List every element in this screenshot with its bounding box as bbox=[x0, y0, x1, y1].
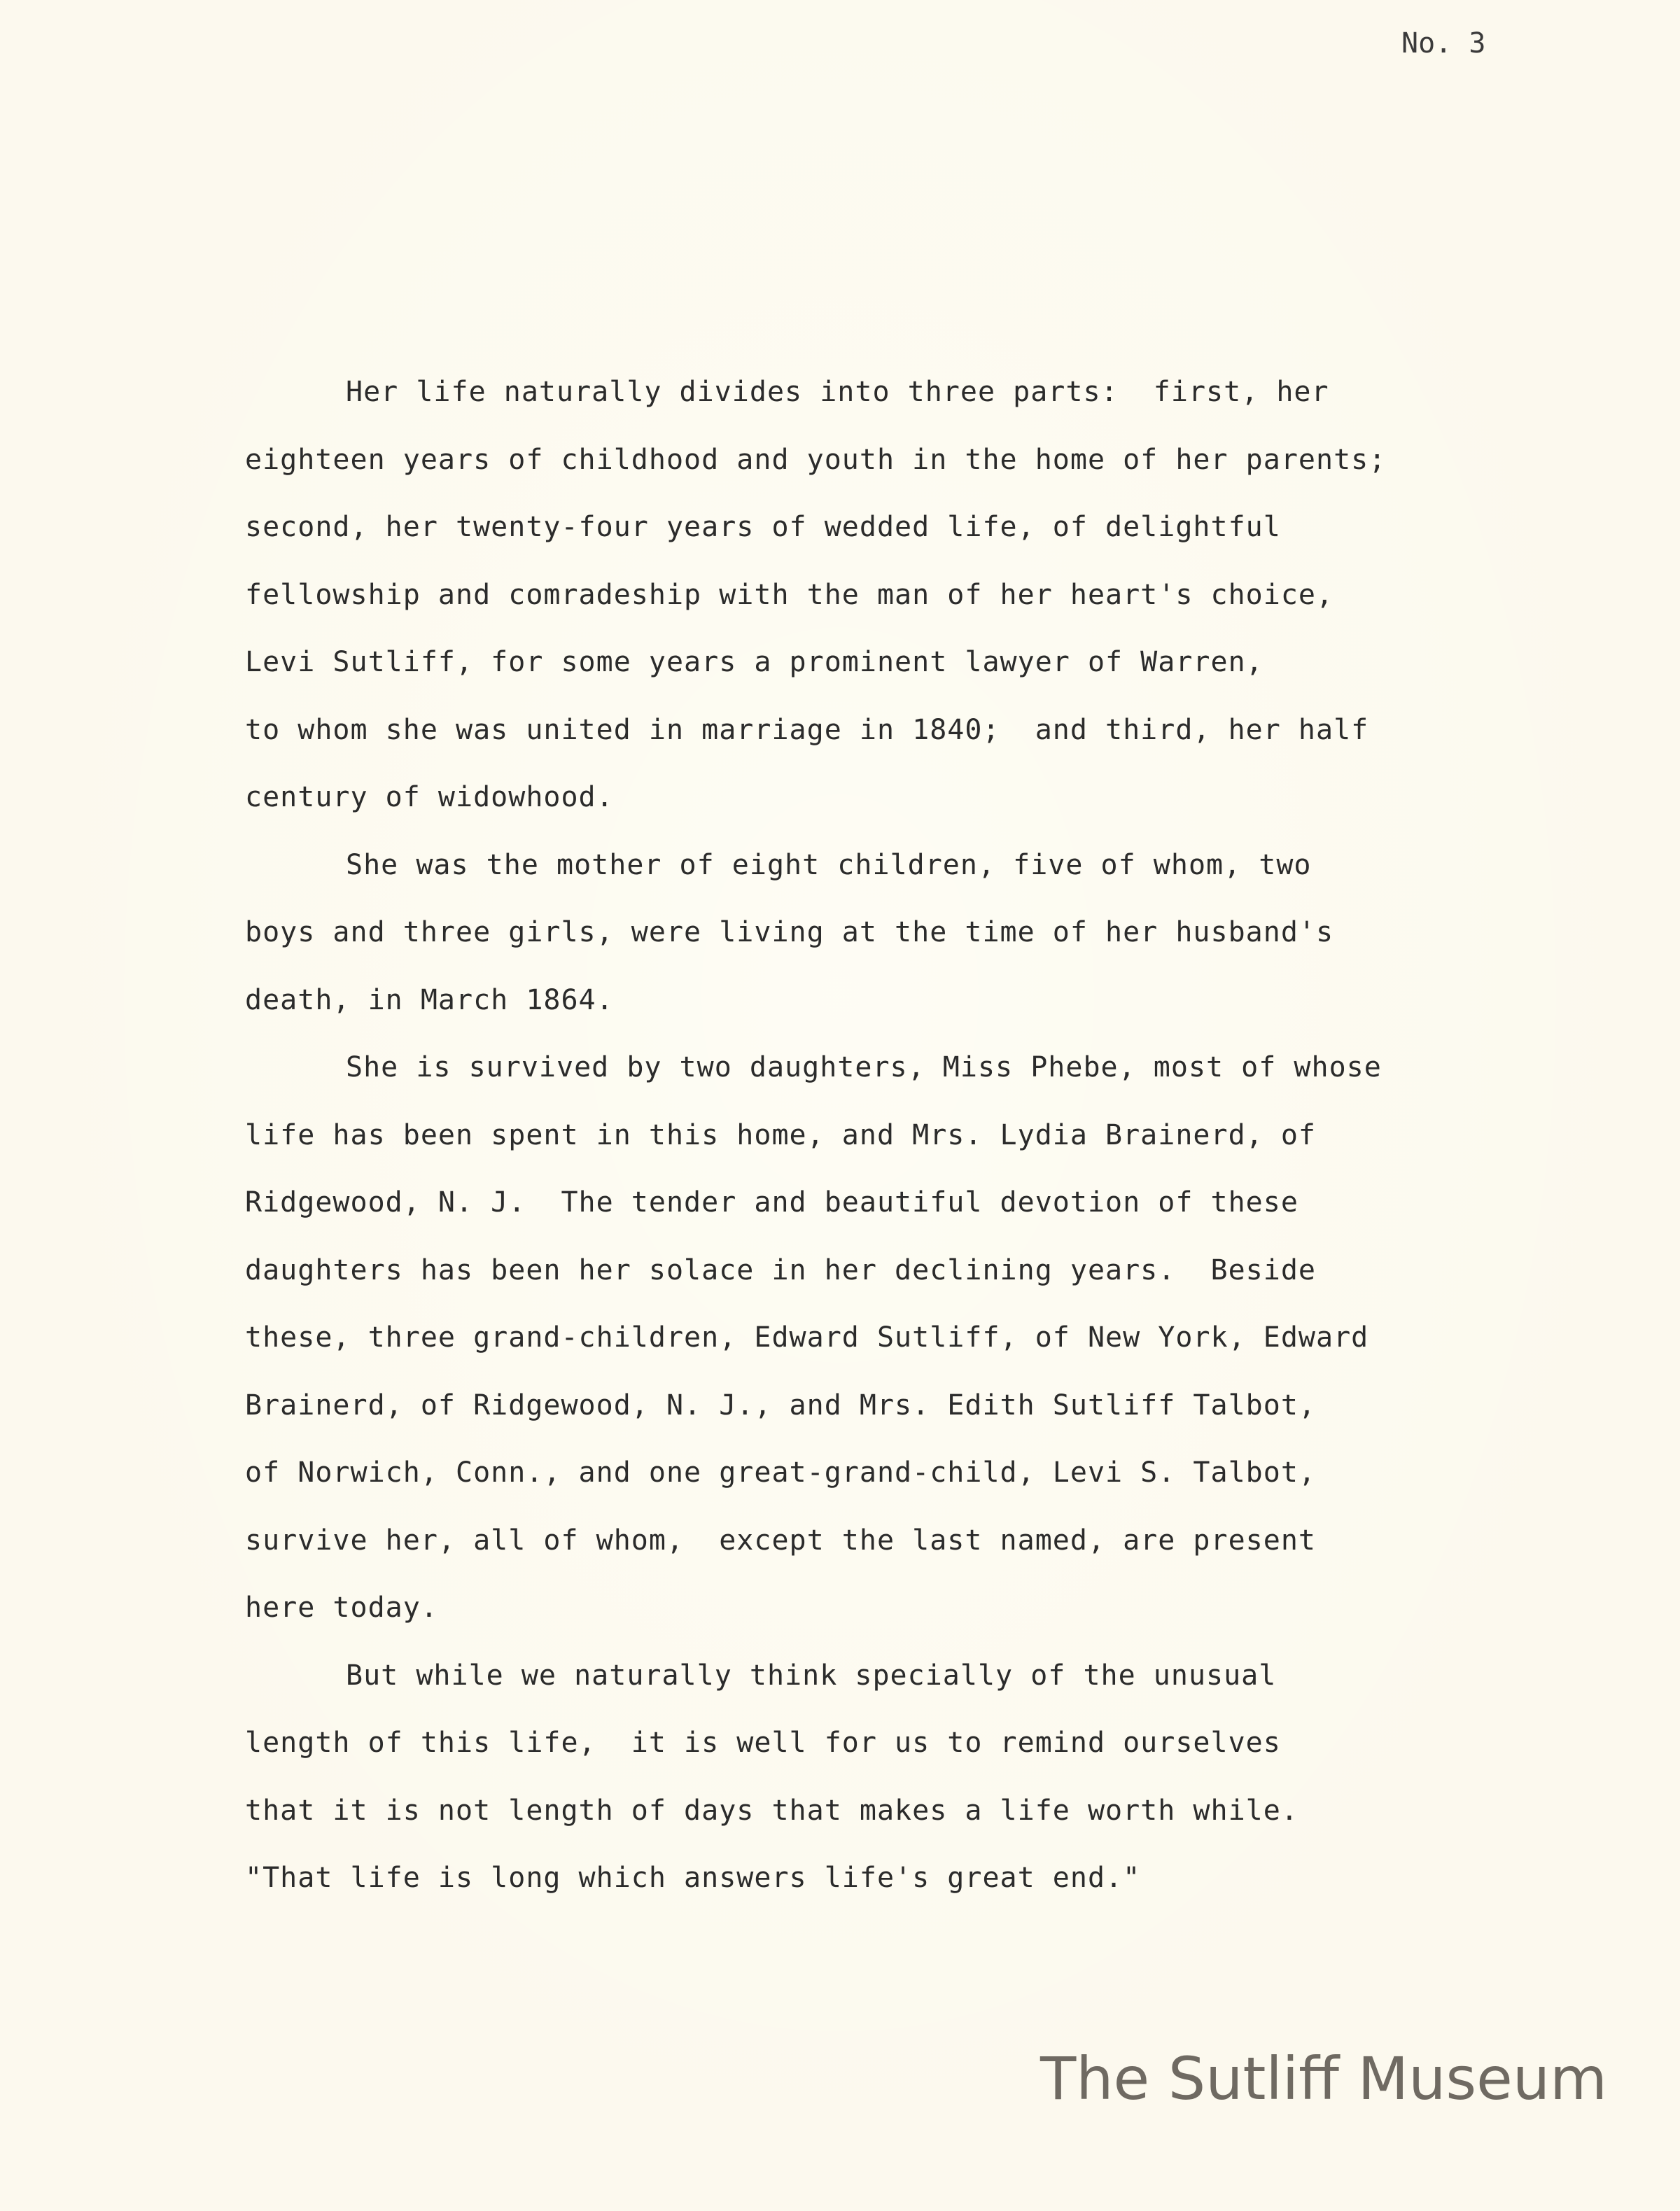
text-line: that it is not length of days that makes a life worth while. bbox=[245, 1794, 1298, 1827]
text-line: of Norwich, Conn., and one great-grand-child, Levi S. Talbot, bbox=[245, 1457, 1317, 1489]
text-line: Brainerd, of Ridgewood, N. J., and Mrs. Edith Sutliff Talbot, bbox=[245, 1389, 1317, 1422]
text-line: to whom she was united in marriage in 1840; and third, her half bbox=[245, 713, 1369, 746]
text-line: eighteen years of childhood and youth in the home of her parents; bbox=[245, 443, 1387, 476]
page-number: No. 3 bbox=[1401, 27, 1486, 59]
paragraph-2 bbox=[245, 831, 1645, 1034]
document-body bbox=[245, 358, 1645, 1912]
text-line: boys and three girls, were living at the time of her husband's bbox=[245, 916, 1334, 948]
text-line: second, her twenty-four years of wedded life, of delightful bbox=[245, 511, 1281, 543]
text-line: daughters has been her solace in her declining years. Beside bbox=[245, 1254, 1317, 1286]
text-line: life has been spent in this home, and Mrs. Lydia Brainerd, of bbox=[245, 1118, 1317, 1151]
text-line: here today. bbox=[245, 1592, 438, 1624]
text-line: death, in March 1864. bbox=[245, 983, 614, 1016]
text-line: fellowship and comradeship with the man of her heart's choice, bbox=[245, 578, 1334, 611]
text-line: She was the mother of eight children, five of whom, two bbox=[346, 848, 1312, 881]
text-line: "That life is long which answers life's great end." bbox=[245, 1862, 1141, 1894]
text-line: Her life naturally divides into three parts: first, her bbox=[346, 376, 1329, 408]
text-line: survive her, all of whom, except the last named, are present bbox=[245, 1524, 1317, 1557]
text-line: Levi Sutliff, for some years a prominent lawyer of Warren, bbox=[245, 646, 1264, 678]
paragraph-4 bbox=[245, 1642, 1645, 1912]
text-line: these, three grand-children, Edward Sutliff, of New York, Edward bbox=[245, 1321, 1369, 1354]
text-line: Ridgewood, N. J. The tender and beautiful devotion of these bbox=[245, 1186, 1298, 1219]
text-line: But while we naturally think specially of the unusual bbox=[346, 1659, 1277, 1692]
text-line: length of this life, it is well for us to remind ourselves bbox=[245, 1727, 1281, 1759]
text-line: century of widowhood. bbox=[245, 781, 614, 813]
paragraph-1 bbox=[245, 358, 1645, 831]
museum-watermark: The Sutliff Museum bbox=[1040, 2044, 1607, 2113]
paragraph-3 bbox=[245, 1034, 1645, 1642]
text-line: She is survived by two daughters, Miss Phebe, most of whose bbox=[346, 1051, 1382, 1083]
